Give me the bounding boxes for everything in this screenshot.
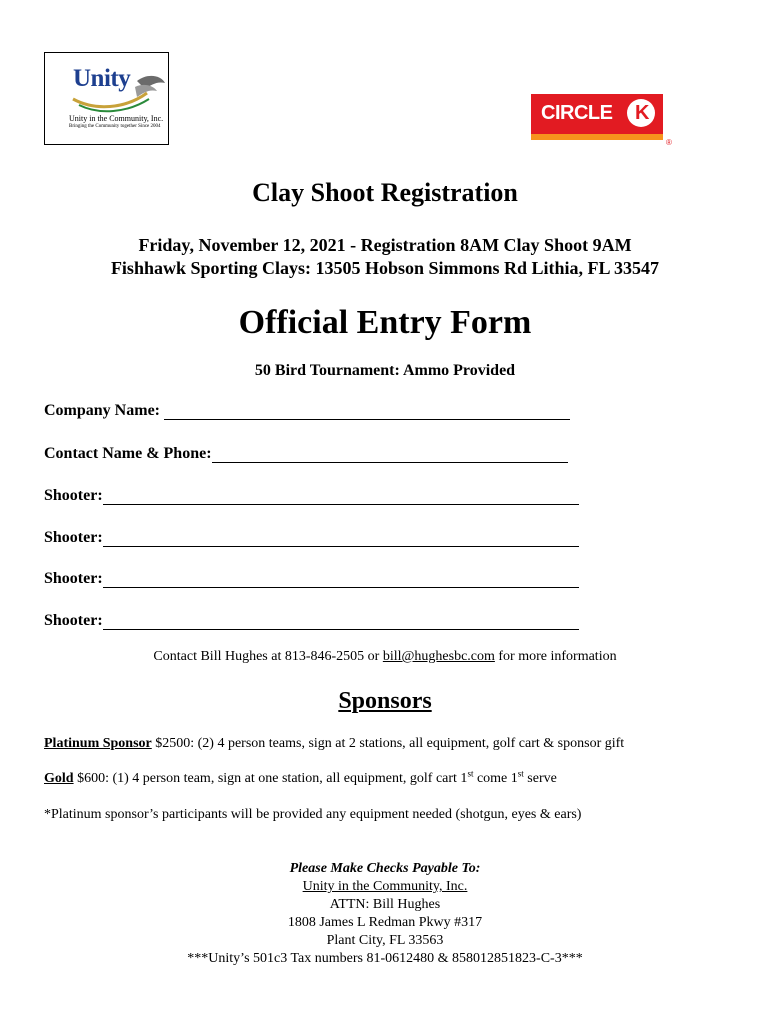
- contact-suffix: for more information: [494, 649, 617, 664]
- gold-sponsor-mid: come 1: [473, 771, 518, 786]
- sponsors-heading: Sponsors: [338, 688, 432, 714]
- contact-prefix: Contact Bill Hughes at 813-846-2505 or: [153, 649, 383, 664]
- unity-logo: [44, 52, 169, 145]
- payment-city: Plant City, FL 33563: [326, 933, 444, 948]
- platinum-sponsor-desc: $2500: (2) 4 person teams, sign at 2 stations, all equipment, golf cart & sponsor gift: [151, 736, 625, 751]
- unity-tagline: Unity in the Community, Inc.: [69, 114, 164, 123]
- shooter-label: Shooter:: [44, 612, 103, 629]
- shooter-field-4: [44, 612, 579, 630]
- event-date-line: Friday, November 12, 2021 - Registration 8AM Clay Shoot 9AM: [138, 235, 632, 255]
- circle-k-wordmark: CIRCLE: [541, 102, 613, 124]
- circle-k-orange-stripe: [531, 134, 663, 140]
- gold-sponsor-line: [44, 768, 557, 787]
- gold-sponsor-end: serve: [523, 771, 557, 786]
- shooter-input-line[interactable]: [103, 571, 579, 588]
- payment-heading: Please Make Checks Payable To:: [289, 861, 481, 876]
- platinum-note: *Platinum sponsor’s participants will be provided any equipment needed (shotgun, eyes & ears): [44, 807, 582, 822]
- contact-field: [44, 445, 568, 463]
- shooter-field-2: [44, 529, 579, 547]
- shooter-field-3: [44, 570, 579, 588]
- company-name-input-line[interactable]: [164, 403, 570, 420]
- company-name-label: Company Name:: [44, 402, 160, 419]
- tournament-line: 50 Bird Tournament: Ammo Provided: [254, 362, 516, 379]
- shooter-label: Shooter:: [44, 487, 103, 504]
- registered-mark: ®: [666, 138, 672, 147]
- unity-wordmark: Unity: [73, 65, 131, 92]
- payment-street: 1808 James L Redman Pkwy #317: [287, 915, 483, 930]
- circle-k-logo: [531, 94, 663, 140]
- gold-sponsor-label: Gold: [44, 771, 74, 786]
- shooter-input-line[interactable]: [103, 613, 579, 630]
- ordinal-suffix: st: [467, 768, 474, 779]
- gold-sponsor-desc: $600: (1) 4 person team, sign at one station, all equipment, golf cart 1: [73, 771, 468, 786]
- platinum-sponsor-label: Platinum Sponsor: [44, 736, 152, 751]
- shooter-label: Shooter:: [44, 570, 103, 587]
- page-title: Clay Shoot Registration: [252, 178, 518, 207]
- ordinal-suffix: st: [517, 768, 524, 779]
- tax-numbers: ***Unity’s 501c3 Tax numbers 81-0612480 & 858012851823-C-3***: [187, 951, 583, 966]
- shooter-label: Shooter:: [44, 529, 103, 546]
- form-title: Official Entry Form: [238, 304, 532, 341]
- shooter-input-line[interactable]: [103, 530, 579, 547]
- contact-email-link[interactable]: bill@hughesbc.com: [382, 649, 495, 664]
- contact-info: [0, 649, 770, 665]
- contact-input-line[interactable]: [212, 446, 568, 463]
- shooter-field-1: [44, 487, 579, 505]
- shooter-input-line[interactable]: [103, 488, 579, 505]
- unity-subtagline: Bringing the Community together Since 2004: [69, 124, 161, 129]
- contact-label: Contact Name & Phone:: [44, 445, 212, 462]
- event-location-line: Fishhawk Sporting Clays: 13505 Hobson Simmons Rd Lithia, FL 33547: [110, 258, 660, 278]
- payment-org: Unity in the Community, Inc.: [302, 879, 468, 894]
- platinum-sponsor-line: [44, 736, 624, 752]
- circle-k-letter: K: [635, 102, 650, 124]
- company-name-field: [44, 402, 570, 420]
- payment-attn: ATTN: Bill Hughes: [329, 897, 441, 912]
